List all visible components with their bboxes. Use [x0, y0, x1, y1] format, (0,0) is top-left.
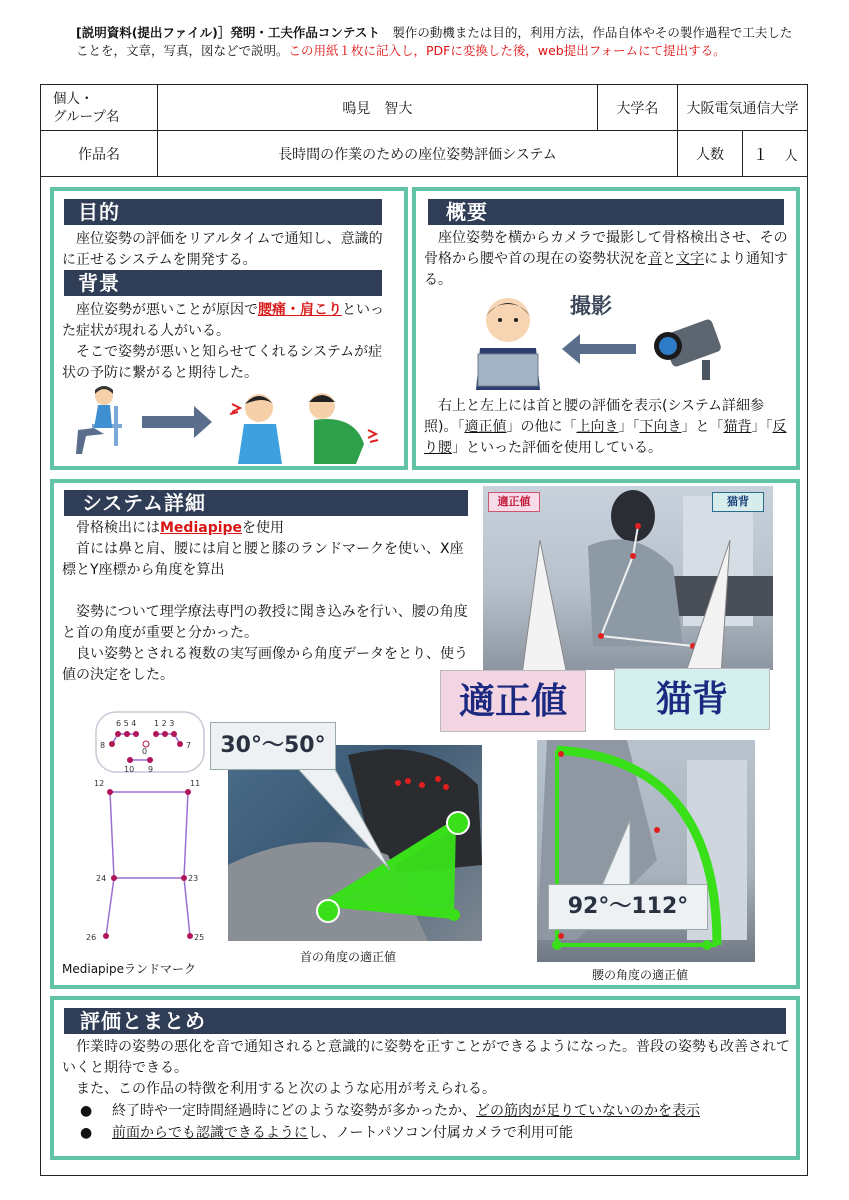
- posture-illustration: [64, 384, 394, 464]
- lm-label-25: 25: [194, 933, 205, 942]
- landmark-caption: Mediapipeランドマーク: [62, 962, 196, 976]
- lm-label-11: 11: [190, 779, 201, 788]
- background-text-2: といった症状が現れる人がいる。: [62, 302, 384, 339]
- big-tag-bad: 猫背: [614, 668, 770, 730]
- background-text-1: 座位姿勢が悪いことが原因で: [62, 302, 258, 318]
- count-unit: 人: [784, 149, 798, 164]
- bullet-1-underlined: どの筋肉が足りていないのかを表示: [476, 1103, 700, 1119]
- system-line-2: 首には鼻と肩、腰には肩と腰と膝のランドマークを使い、X座標とY座標から角度を算出: [62, 541, 464, 578]
- tag-bad: 猫背: [712, 492, 764, 512]
- bullet-dot: ●: [80, 1125, 93, 1141]
- lm-label-8: 8: [100, 741, 106, 750]
- count-value: [742, 131, 807, 177]
- header-instruction-red: この用紙１枚に記入し，PDFに変換した後，web提出フォームにて提出する。: [288, 43, 726, 58]
- overview-eval-1: 右上と左上には首と腰の評価を表示(システム詳細参照)。「: [424, 398, 765, 435]
- univ-value: 大阪電気通信大学: [677, 85, 807, 131]
- neck-caption: 首の角度の適正値: [300, 950, 397, 964]
- eval-arch: 反り腰: [424, 419, 787, 456]
- lm-label-10: 10: [124, 765, 135, 774]
- security-camera-icon: [654, 318, 722, 380]
- name-label: 個人・ グループ名: [41, 85, 158, 131]
- system-title: システム詳細: [64, 490, 468, 516]
- system-line-3: 姿勢について理学療法専門の教授に聞き込みを行い、腰の角度と首の角度が重要と分かった。: [62, 604, 468, 641]
- overview-sound: 音: [648, 251, 662, 267]
- system-line-1-end: を使用: [242, 520, 285, 536]
- summary-bullet-1: [80, 1101, 800, 1122]
- background-text: [62, 300, 392, 384]
- overview-text-notify: 文字: [676, 251, 704, 267]
- summary-text: [62, 1037, 790, 1100]
- overview-eval-5: 」「: [751, 419, 773, 435]
- big-tag-good: 適正値: [440, 670, 586, 732]
- neck-range: 30°～50°: [210, 722, 336, 770]
- lm-label-0: 0: [142, 747, 148, 756]
- bullet-1-text: 終了時や一定時間経過時にどのような姿勢が多かったか、: [112, 1103, 476, 1119]
- univ-label: 大学名: [597, 85, 677, 131]
- work-title: 長時間の作業のための座位姿勢評価システム: [158, 131, 678, 177]
- lm-label-24: 24: [96, 874, 107, 883]
- info-table: [40, 84, 808, 177]
- lm-label-123: 1 2 3: [154, 719, 175, 728]
- camera-label: 撮影: [570, 294, 612, 318]
- header-text: [76, 24, 796, 60]
- count-label: 人数: [677, 131, 742, 177]
- tag-good: 適正値: [488, 492, 540, 512]
- lm-label-9: 9: [148, 765, 154, 774]
- neck-callout-pointer: [290, 760, 400, 880]
- lm-label-26: 26: [86, 933, 97, 942]
- overview-text-1: 座位姿勢を横からカメラで撮影して骨格検出させ、その骨格から腰や首の現在の姿勢状況を: [424, 230, 788, 267]
- lm-label-12: 12: [94, 779, 105, 788]
- eval-good: 適正値: [464, 419, 507, 435]
- overview-title: 概要: [428, 199, 784, 225]
- summary-title: 評価とまとめ: [64, 1008, 786, 1034]
- back-pain-person-icon: [309, 393, 378, 464]
- arrow-left-icon: [562, 334, 636, 364]
- lm-label-7: 7: [186, 741, 192, 750]
- background-title: 背景: [64, 270, 382, 296]
- summary-para-1: 作業時の姿勢の悪化を音で通知されると意識的に姿勢を正すことができるようになった。普段の姿勢も改善されていくと期待できる。: [62, 1039, 790, 1076]
- header-bracket: [説明資料(提出ファイル)］: [76, 25, 231, 40]
- system-line-1: 骨格検出には: [62, 520, 160, 536]
- sitting-person-icon: [76, 386, 122, 454]
- summary-bullet-2: [80, 1123, 800, 1144]
- background-text-3: そこで姿勢が悪いと知らせてくれるシステムが症状の予防に繋がると期待した。: [62, 344, 383, 381]
- lm-label-23: 23: [188, 874, 199, 883]
- contest-name: 発明・工夫作品コンテスト: [230, 25, 380, 40]
- overview-text: [424, 228, 788, 291]
- lm-label-654: 6 5 4: [116, 719, 137, 728]
- overview-eval-3: 」「: [618, 419, 640, 435]
- bullet-dot: ●: [80, 1103, 93, 1119]
- system-line-4: 良い姿勢とされる複数の実写画像から角度データをとり、使う値の決定をした。: [62, 646, 468, 683]
- landmark-diagram: [78, 708, 218, 948]
- eval-up: 上向き: [576, 419, 619, 435]
- bullet-2-text: し、ノートパソコン付属カメラで利用可能: [307, 1125, 573, 1141]
- waist-range: 92°～112°: [548, 884, 708, 930]
- eval-hunch: 猫背: [723, 419, 752, 435]
- neck-pain-person-icon: [230, 394, 282, 464]
- overview-eval-text: [424, 396, 792, 459]
- name-value: 鳴見 智大: [158, 85, 598, 131]
- summary-para-2: また、この作品の特徴を利用すると次のような応用が考えられる。: [62, 1081, 496, 1097]
- count-number: １: [752, 145, 769, 164]
- arrow-right-icon: [142, 406, 212, 438]
- overview-and: と: [662, 251, 676, 267]
- callout-pointers: [480, 500, 780, 690]
- work-label: 作品名: [41, 131, 158, 177]
- background-highlight: 腰痛・肩こり: [258, 302, 342, 318]
- eval-down: 下向き: [639, 419, 682, 435]
- overview-eval-2: 」の他に「: [506, 419, 577, 435]
- mediapipe-link: Mediapipe: [160, 520, 243, 536]
- waist-caption: 腰の角度の適正値: [592, 968, 689, 982]
- overview-eval-4: 」と「: [681, 419, 724, 435]
- bullet-2-underlined: 前面からでも認識できるように: [112, 1125, 308, 1141]
- purpose-title: 目的: [64, 199, 382, 225]
- purpose-text: 座位姿勢の評価をリアルタイムで通知し、意識的に正せるシステムを開発する。: [62, 231, 383, 268]
- header-instruction: 製作の動機または目的，利用方法，作品自体やその製作過程で工夫したことを，文章，写真，図などで説明。: [76, 25, 793, 58]
- overview-text-end: により通知する。: [424, 251, 788, 288]
- overview-eval-6: 」といった評価を使用している。: [452, 440, 662, 456]
- person-at-laptop-icon: [476, 298, 540, 390]
- system-text: [62, 518, 472, 686]
